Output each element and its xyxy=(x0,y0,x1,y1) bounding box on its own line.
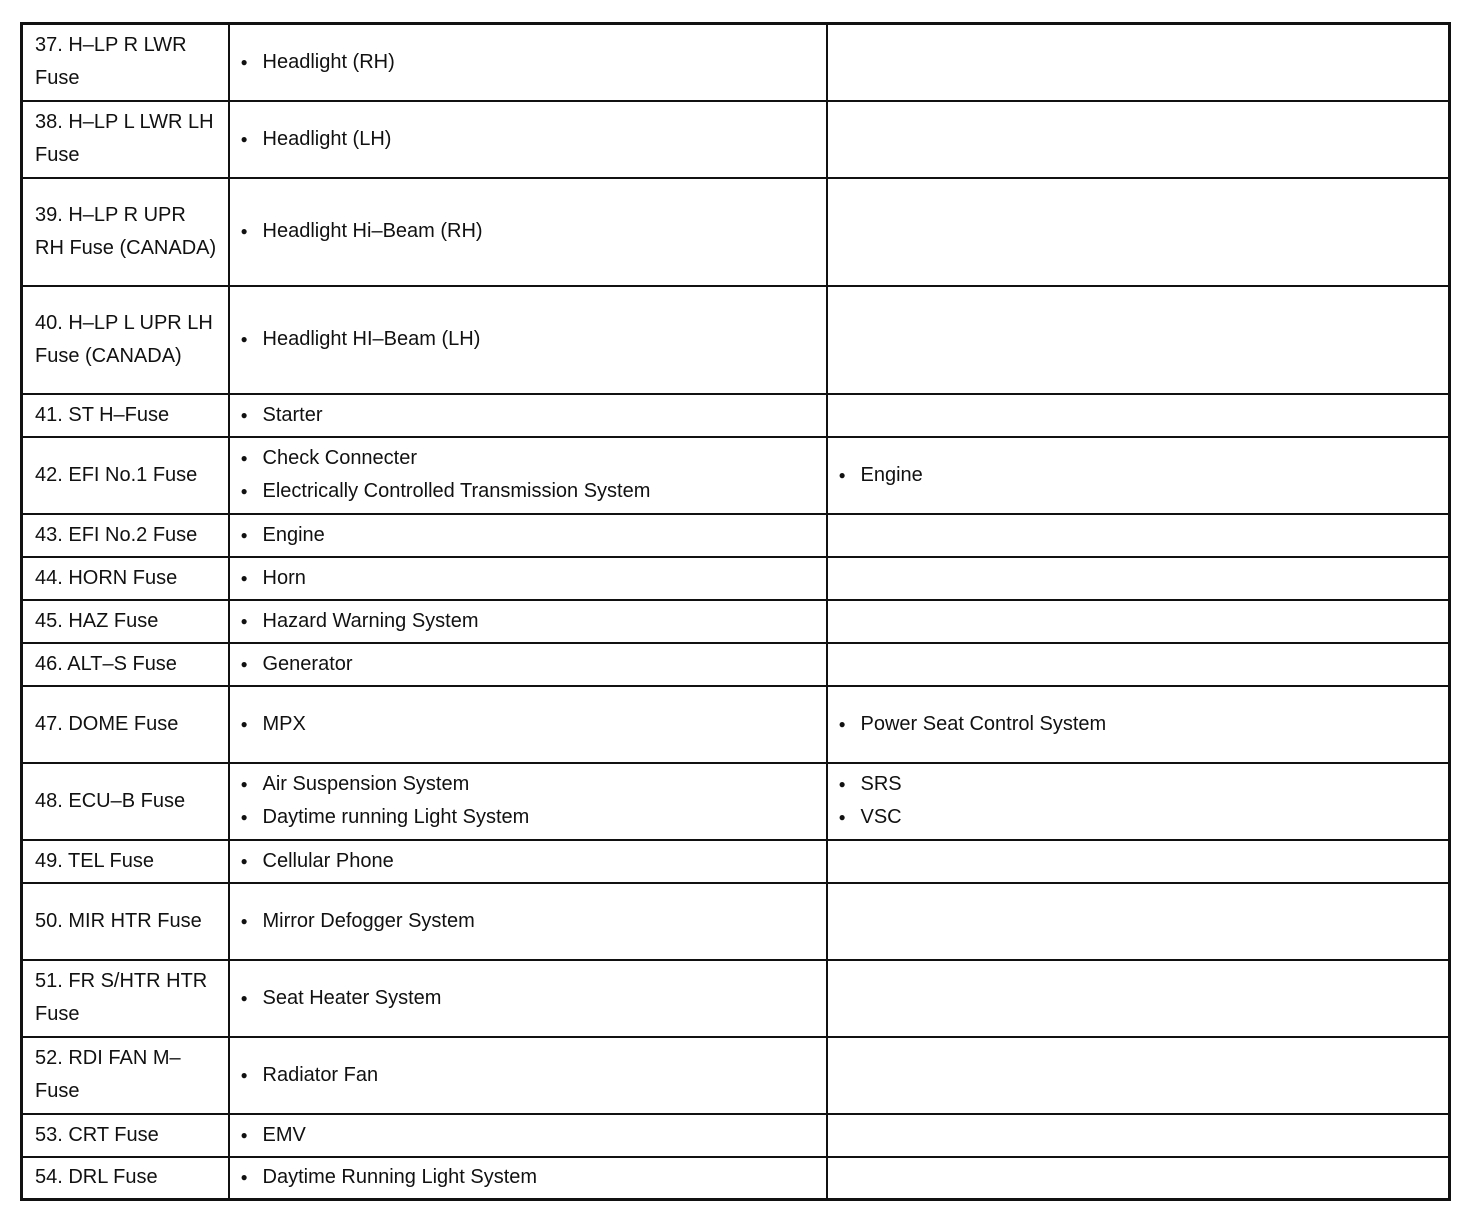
bullet-list xyxy=(239,323,817,356)
bullet-list xyxy=(837,768,1440,834)
related-system-cell xyxy=(827,101,1450,178)
fuse-name-cell: 49. TEL Fuse xyxy=(22,840,229,883)
list-item: ● Air Suspension System xyxy=(239,768,817,801)
bullet-list xyxy=(239,1161,817,1194)
fuse-name-cell: 50. MIR HTR Fuse xyxy=(22,883,229,960)
table-row xyxy=(22,286,1450,394)
bullet-list xyxy=(239,562,817,595)
system-cell xyxy=(229,763,827,840)
bullet-list xyxy=(239,442,817,508)
related-system-cell xyxy=(827,686,1450,763)
fuse-name-cell: 54. DRL Fuse xyxy=(22,1157,229,1200)
list-item: ● Radiator Fan xyxy=(239,1059,817,1092)
list-item: ● VSC xyxy=(837,801,1440,834)
fuse-name-cell: 46. ALT–S Fuse xyxy=(22,643,229,686)
related-system-cell xyxy=(827,883,1450,960)
related-system-cell xyxy=(827,437,1450,514)
fuse-name-cell: 51. FR S/HTR HTR Fuse xyxy=(22,960,229,1037)
system-cell xyxy=(229,514,827,557)
fuse-name-cell: 47. DOME Fuse xyxy=(22,686,229,763)
list-item: ● MPX xyxy=(239,708,817,741)
system-cell xyxy=(229,394,827,437)
system-cell xyxy=(229,286,827,394)
bullet-list xyxy=(239,648,817,681)
system-cell xyxy=(229,1157,827,1200)
system-cell xyxy=(229,1114,827,1157)
system-cell xyxy=(229,600,827,643)
list-item: ● Hazard Warning System xyxy=(239,605,817,638)
table-row xyxy=(22,437,1450,514)
table-row xyxy=(22,763,1450,840)
list-item: ● Headlight Hi–Beam (RH) xyxy=(239,215,817,248)
table-row xyxy=(22,24,1450,101)
fuse-table xyxy=(20,22,1451,1201)
list-item: ● SRS xyxy=(837,768,1440,801)
bullet-list xyxy=(239,605,817,638)
list-item: ● Engine xyxy=(239,519,817,552)
list-item: ● Engine xyxy=(837,459,1440,492)
related-system-cell xyxy=(827,286,1450,394)
list-item: ● Generator xyxy=(239,648,817,681)
table-row xyxy=(22,394,1450,437)
fuse-name-cell: 45. HAZ Fuse xyxy=(22,600,229,643)
system-cell xyxy=(229,643,827,686)
bullet-list xyxy=(239,845,817,878)
bullet-list xyxy=(239,399,817,432)
fuse-name-cell: 43. EFI No.2 Fuse xyxy=(22,514,229,557)
system-cell xyxy=(229,840,827,883)
fuse-name-cell: 48. ECU–B Fuse xyxy=(22,763,229,840)
fuse-name-cell: 52. RDI FAN M–Fuse xyxy=(22,1037,229,1114)
table-row xyxy=(22,557,1450,600)
list-item: ● Starter xyxy=(239,399,817,432)
list-item: ● Headlight HI–Beam (LH) xyxy=(239,323,817,356)
fuse-name-cell: 40. H–LP L UPR LH Fuse (CANADA) xyxy=(22,286,229,394)
related-system-cell xyxy=(827,643,1450,686)
table-row xyxy=(22,514,1450,557)
related-system-cell xyxy=(827,394,1450,437)
related-system-cell xyxy=(827,960,1450,1037)
list-item: ● Check Connecter xyxy=(239,442,817,475)
related-system-cell xyxy=(827,600,1450,643)
list-item: ● Power Seat Control System xyxy=(837,708,1440,741)
list-item: ● Headlight (LH) xyxy=(239,123,817,156)
bullet-list xyxy=(239,46,817,79)
list-item: ● EMV xyxy=(239,1119,817,1152)
bullet-list xyxy=(239,123,817,156)
bullet-list xyxy=(239,1119,817,1152)
table-row xyxy=(22,1157,1450,1200)
list-item: ● Cellular Phone xyxy=(239,845,817,878)
list-item: ● Seat Heater System xyxy=(239,982,817,1015)
system-cell xyxy=(229,24,827,101)
table-row xyxy=(22,643,1450,686)
system-cell xyxy=(229,178,827,286)
table-row xyxy=(22,1037,1450,1114)
fuse-name-cell: 37. H–LP R LWR Fuse xyxy=(22,24,229,101)
related-system-cell xyxy=(827,1114,1450,1157)
bullet-list xyxy=(239,982,817,1015)
table-row xyxy=(22,960,1450,1037)
list-item: ● Mirror Defogger System xyxy=(239,905,817,938)
related-system-cell xyxy=(827,178,1450,286)
table-row xyxy=(22,600,1450,643)
list-item: ● Electrically Controlled Transmission System xyxy=(239,475,817,508)
bullet-list xyxy=(239,215,817,248)
system-cell xyxy=(229,883,827,960)
table-row xyxy=(22,686,1450,763)
list-item: ● Daytime Running Light System xyxy=(239,1161,817,1194)
fuse-name-cell: 41. ST H–Fuse xyxy=(22,394,229,437)
table-row xyxy=(22,840,1450,883)
fuse-name-cell: 44. HORN Fuse xyxy=(22,557,229,600)
bullet-list xyxy=(239,708,817,741)
list-item: ● Headlight (RH) xyxy=(239,46,817,79)
table-row xyxy=(22,883,1450,960)
fuse-name-cell: 53. CRT Fuse xyxy=(22,1114,229,1157)
bullet-list xyxy=(239,519,817,552)
related-system-cell xyxy=(827,1037,1450,1114)
bullet-list xyxy=(837,708,1440,741)
related-system-cell xyxy=(827,763,1450,840)
related-system-cell xyxy=(827,840,1450,883)
list-item: ● Daytime running Light System xyxy=(239,801,817,834)
related-system-cell xyxy=(827,514,1450,557)
bullet-list xyxy=(239,1059,817,1092)
system-cell xyxy=(229,557,827,600)
table-row xyxy=(22,1114,1450,1157)
system-cell xyxy=(229,960,827,1037)
fuse-name-cell: 38. H–LP L LWR LH Fuse xyxy=(22,101,229,178)
fuse-name-cell: 39. H–LP R UPR RH Fuse (CANADA) xyxy=(22,178,229,286)
fuse-name-cell: 42. EFI No.1 Fuse xyxy=(22,437,229,514)
related-system-cell xyxy=(827,1157,1450,1200)
related-system-cell xyxy=(827,557,1450,600)
table-row xyxy=(22,178,1450,286)
bullet-list xyxy=(239,768,817,834)
related-system-cell xyxy=(827,24,1450,101)
system-cell xyxy=(229,686,827,763)
table-row xyxy=(22,101,1450,178)
bullet-list xyxy=(239,905,817,938)
system-cell xyxy=(229,101,827,178)
system-cell xyxy=(229,1037,827,1114)
list-item: ● Horn xyxy=(239,562,817,595)
system-cell xyxy=(229,437,827,514)
bullet-list xyxy=(837,459,1440,492)
